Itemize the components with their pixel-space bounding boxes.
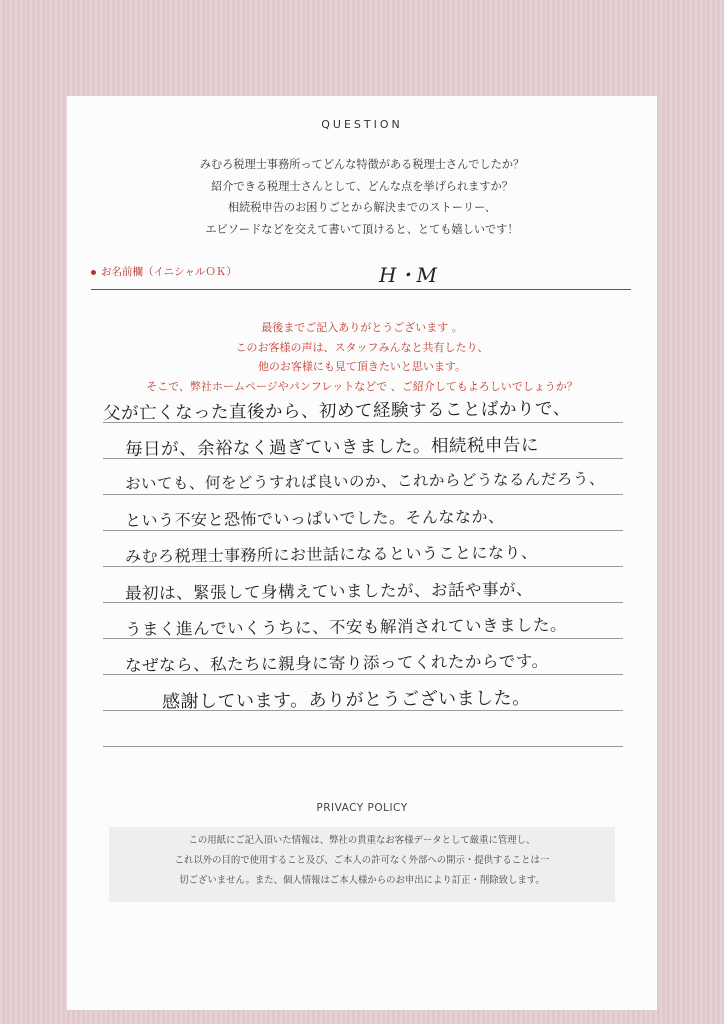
answer-line: なぜなら、私たちに親身に寄り添ってくれたからです。	[124, 651, 549, 675]
question-line: エピソードなどを交えて書いて頂けると、とても嬉しいです！	[205, 222, 519, 236]
ruled-line	[103, 494, 623, 495]
answer-line: おいても、何をどうすれば良いのか、これからどうなるんだろう、	[124, 469, 606, 493]
answer-line: 感謝しています。ありがとうございました。	[124, 687, 531, 713]
question-text	[67, 154, 657, 240]
privacy-line: 切ございません。また、個人情報はご本人様からのお申出により訂正・削除致します。	[179, 875, 545, 886]
question-line: 相続税申告のお困りごとから解決までのストーリー、	[227, 201, 497, 214]
consent-line: 他のお客様にも見て頂きたいと思います。	[257, 360, 467, 373]
bullet-dot-icon	[91, 270, 96, 275]
answer-line: うまく進んでいくうちに、不安も解消されていきました。	[124, 615, 568, 639]
answer-line: 最初は、緊張して身構えていましたが、お話や事が、	[124, 579, 534, 603]
name-field-value: H・M	[379, 263, 437, 287]
name-field-row	[91, 261, 631, 290]
consent-line: 最後までご記入ありがとうございます 。	[261, 321, 463, 334]
answer-line	[103, 719, 623, 724]
privacy-line: これ以外の目的で使用すること及び、ご本人の許可なく外部への開示・提供することは一	[174, 855, 550, 866]
answer-line: 毎日が、余裕なく過ぎていきました。相続税申告に	[124, 435, 540, 460]
consent-request-text	[67, 318, 657, 396]
answer-line: 父が亡くなった直後から、初めて経験することばかりで、	[102, 399, 571, 424]
privacy-policy-box	[109, 827, 615, 902]
name-field-label: お名前欄（イニシャルＯＫ）	[101, 266, 237, 278]
privacy-line: この用紙にご記入頂いた情報は、弊社の貴重なお客様データとして厳重に管理し、	[188, 835, 536, 846]
question-line: 紹介できる税理士さんとして、どんな点を挙げられますか？	[211, 179, 513, 193]
question-heading: QUESTION	[321, 118, 403, 131]
privacy-policy-heading: PRIVACY POLICY	[316, 802, 408, 814]
consent-line: そこで、弊社ホームページやパンフレットなどで 、ご紹介してもよろしいでしょうか？	[146, 379, 578, 393]
ruled-line	[103, 746, 623, 747]
answer-line: みむろ税理士事務所にお世話になるということになり、	[124, 542, 538, 566]
survey-sheet	[67, 96, 657, 1010]
consent-line: このお客様の声は、スタッフみんなと共有したり、	[235, 340, 489, 354]
answer-line: という不安と恐怖でいっぱいでした。そんななか、	[124, 507, 505, 530]
question-line: みむろ税理士事務所ってどんな特徴がある税理士さんでしたか？	[199, 158, 525, 171]
